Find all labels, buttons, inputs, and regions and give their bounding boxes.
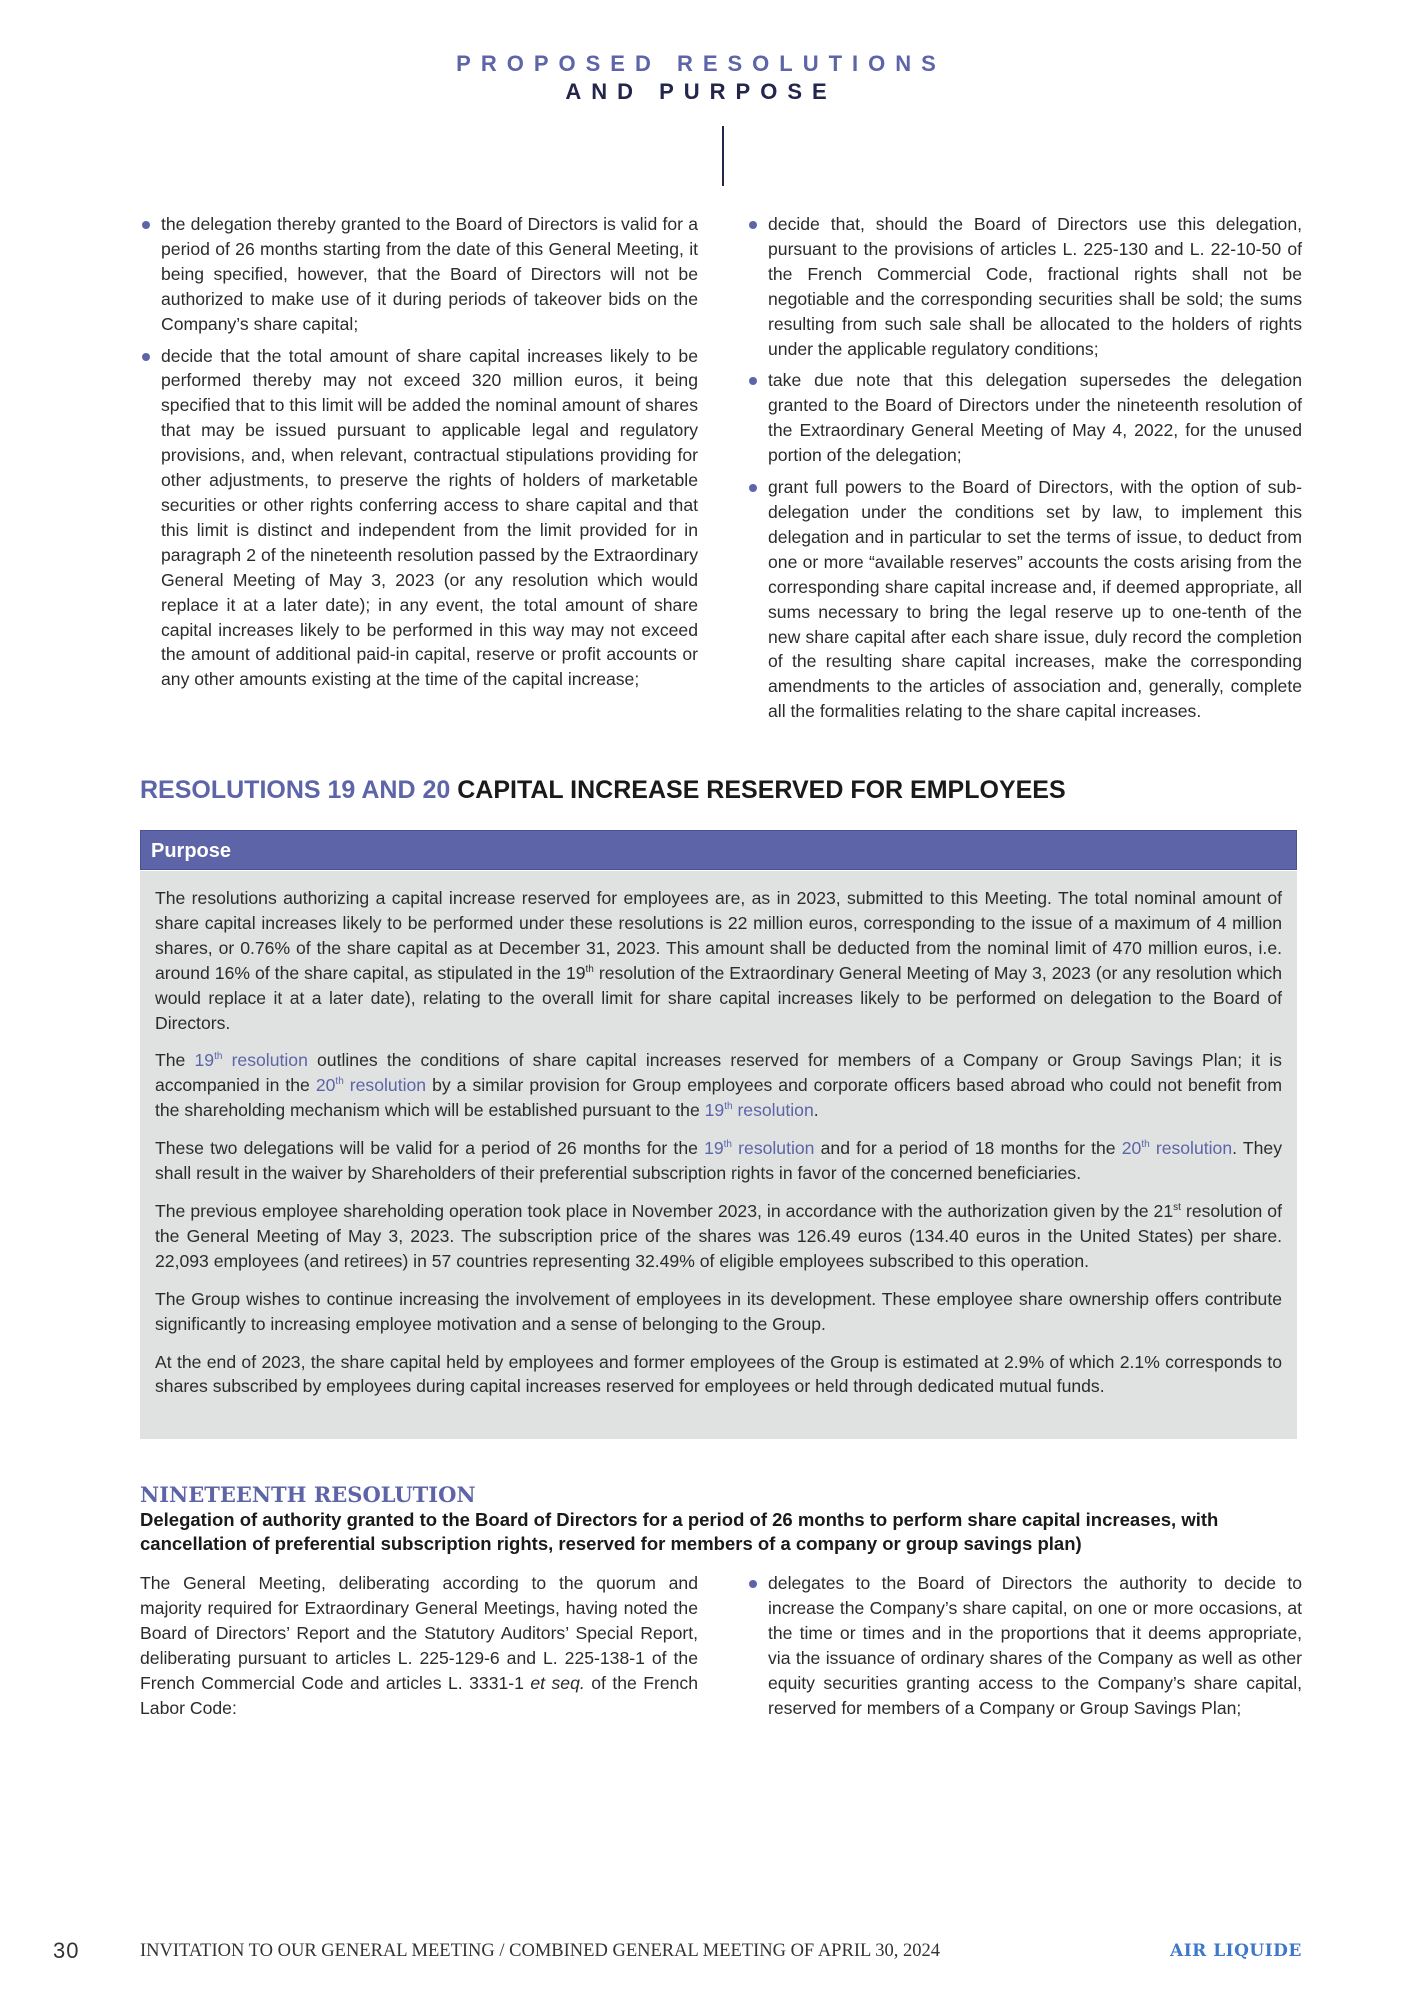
nineteenth-right-column — [747, 1571, 1302, 1727]
purpose-paragraph-2: The 19th resolution outlines the conditions of share capital increases reserved for members of a Company or Group Savings Plan; it is accompanied in the 20th resolution by a similar provision for Group employees and corporate officers based abroad who could not benefit from the shareholding mechanism which will be established pursuant to the 19th resolution. — [155, 1050, 1282, 1121]
resolution-20-reference: 20th resolution — [1121, 1138, 1233, 1159]
section-title-rest: CAPITAL INCREASE RESERVED FOR EMPLOYEES — [450, 776, 1066, 804]
bullet-icon — [749, 221, 757, 229]
purpose-paragraph-5: The Group wishes to continue increasing the involvement of employees in its development. These employee share ownership offers contribute significantly to increasing employee motivation and a sense of belonging to the Group. — [155, 1288, 1282, 1334]
purpose-box — [140, 871, 1297, 1439]
top-left-column — [140, 212, 698, 699]
resolution-20-reference: 20th resolution — [315, 1075, 427, 1096]
page-number: 30 — [53, 1938, 80, 1963]
header-line-2: AND PURPOSE — [565, 79, 837, 104]
section-title-accent: RESOLUTIONS 19 AND 20 — [140, 776, 451, 804]
bullet-icon — [749, 1580, 757, 1588]
resolution-19-reference: 19th resolution — [194, 1050, 308, 1071]
purpose-paragraph-4: The previous employee shareholding operation took place in November 2023, in accordance with the authorization given by the 21st resolution of the General Meeting of May 3, 2023. The subscription price of the shares was 126.49 euros (134.40 euros in the United States) per share. 22,093 employees (and retirees) in 57 countries representing 32.49% of eligible employees subscribed to this operation. — [155, 1200, 1282, 1271]
purpose-paragraph-6: At the end of 2023, the share capital held by employees and former employees of the Group is estimated at 2.9% of which 2.1% corresponds to shares subscribed by employees during capital increases reserved for employees or held through dedicated mutual funds. — [155, 1351, 1282, 1397]
header-divider — [722, 126, 724, 186]
bullet-item: take due note that this delegation supersedes the delegation granted to the Board of Directors under the nineteenth resolution of the Extraordinary General Meeting of May 4, 2022, for the unused portion of the delegation; — [747, 368, 1302, 468]
bullet-item: grant full powers to the Board of Directors, with the option of sub-delegation under the conditions set by law, to implement this delegation and in particular to set the terms of issue, to deduct from one or more “available reserves” accounts the costs arising from the corresponding share capital increase and, if deemed appropriate, all sums necessary to bring the legal reserve up to one-tenth of the new share capital after each share issue, duly record the completion of the resulting share capital increases, make the corresponding amendments to the articles of association and, generally, complete all the formalities relating to the share capital increases. — [747, 475, 1302, 724]
resolution-title: NINETEENTH RESOLUTION — [140, 1482, 476, 1507]
resolution-19-reference: 19th resolution — [704, 1138, 815, 1159]
air-liquide-logo: AIR LIQUIDE — [1170, 1941, 1302, 1961]
bullet-item: delegates to the Board of Directors the authority to decide to increase the Company’s share capital, on one or more occasions, at the time or times and in the proportions that it deems appropriate, via the issuance of ordinary shares of the Company as well as other equity securities granting access to the Company’s share capital, reserved for members of a Company or Group Savings Plan; — [747, 1571, 1302, 1720]
section-title — [140, 775, 1300, 805]
resolution-subtitle: Delegation of authority granted to the Board of Directors for a period of 26 months to perform share capital increases, with cancellation of preferential subscription rights, reserved for members of a company or group savings plan) — [140, 1509, 1219, 1554]
purpose-paragraph-1: The resolutions authorizing a capital increase reserved for employees are, as in 2023, submitted to this Meeting. The total nominal amount of share capital increases likely to be performed under these resolutions is 22 million euros, corresponding to the issue of a maximum of 4 million shares, or 0.76% of the share capital as at December 31, 2023. This amount shall be deducted from the nominal limit of 470 million euros, i.e. around 16% of the share capital, as stipulated in the 19th resolution of the Extraordinary General Meeting of May 3, 2023 (or any resolution which would replace it at a later date), relating to the overall limit for share capital increases likely to be performed on delegation to the Board of Directors. — [155, 888, 1282, 1033]
bullet-icon — [142, 221, 150, 229]
page-header — [0, 50, 1402, 106]
bullet-item: decide that, should the Board of Directors use this delegation, pursuant to the provisions of articles L. 225-130 and L. 22-10-50 of the French Commercial Code, fractional rights shall not be negotiable and the corresponding securities shall be sold; the sums resulting from such sale shall be allocated to the holders of rights under the applicable regulatory conditions; — [747, 212, 1302, 361]
resolution-19-reference: 19th resolution — [704, 1100, 814, 1121]
bullet-icon — [749, 484, 757, 492]
bullet-icon — [749, 377, 757, 385]
bullet-item: decide that the total amount of share capital increases likely to be performed thereby may not exceed 320 million euros, it being specified that to this limit will be added the nominal amount of shares that may be issued pursuant to applicable legal and regulatory provisions, and, when relevant, contractual stipulations providing for other adjustments, to preserve the rights of holders of marketable securities or other rights conferring access to share capital and that this limit is distinct and independent from the limit provided for in paragraph 2 of the nineteenth resolution passed by the Extraordinary General Meeting of May 3, 2023 (or any resolution which would replace it at a later date); in any event, the total amount of share capital increases likely to be performed in this way may not exceed the amount of additional paid-in capital, reserve or profit accounts or any other amounts existing at the time of the capital increase; — [140, 344, 698, 693]
purpose-paragraph-3: These two delegations will be valid for a period of 26 months for the 19th resolution and for a period of 18 months for the 20th resolution. They shall result in the waiver by Shareholders of their preferential subscription rights in favor of the concerned beneficiaries. — [155, 1138, 1282, 1184]
footer-text: INVITATION TO OUR GENERAL MEETING / COMBINED GENERAL MEETING OF APRIL 30, 2024 — [140, 1941, 940, 1961]
bullet-icon — [142, 353, 150, 361]
nineteenth-left-text: The General Meeting, deliberating according to the quorum and majority required for Extraordinary General Meetings, having noted the Board of Directors’ Report and the Statutory Auditors’ Special Report, deliberating pursuant to articles L. 225-129-6 and L. 225-138-1 of the French Commercial Code and articles L. 3331-1 et seq. of the French Labor Code: — [140, 1573, 698, 1718]
purpose-header: Purpose — [140, 830, 1297, 870]
nineteenth-resolution-heading — [140, 1482, 1300, 1556]
top-right-column — [747, 212, 1302, 731]
bullet-item: the delegation thereby granted to the Board of Directors is valid for a period of 26 months starting from the date of this General Meeting, it being specified, however, that the Board of Directors will not be authorized to make use of it during periods of takeover bids on the Company’s share capital; — [140, 212, 698, 337]
page-footer — [0, 1938, 1402, 1968]
header-line-1: PROPOSED RESOLUTIONS — [456, 51, 946, 76]
